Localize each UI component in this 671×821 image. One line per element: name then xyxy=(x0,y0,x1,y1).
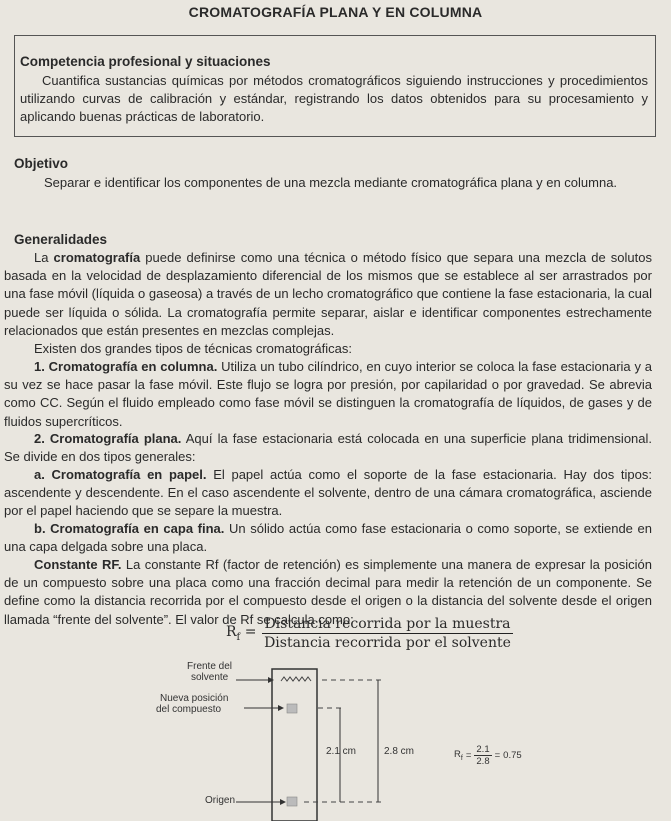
generalidades-paragraph-capa-fina xyxy=(4,520,652,556)
objetivo-heading: Objetivo xyxy=(14,156,69,171)
label-nueva-line1: Nueva posición xyxy=(160,693,229,704)
compound-spot xyxy=(287,704,297,713)
arrow-frente-head xyxy=(268,677,274,683)
label-frente-line1: Frente del xyxy=(187,661,233,672)
generalidades-paragraph-papel xyxy=(4,466,652,521)
p6-bold: b. Cromatografía en capa fina. xyxy=(34,521,225,536)
generalidades-paragraph-2: Existen dos grandes tipos de técnicas cromatográficas: xyxy=(34,341,352,356)
rf-calc-result: 0.75 xyxy=(503,750,522,761)
formula-lhs-sub: f xyxy=(236,631,241,643)
label-dist-compuesto: 2.1 cm xyxy=(326,746,357,757)
generalidades-paragraph-1 xyxy=(4,249,652,340)
label-nueva-line2: del compuesto xyxy=(156,704,222,715)
tlc-plate-drawing xyxy=(0,655,671,821)
arrow-nueva-head xyxy=(278,705,284,711)
page-title: CROMATOGRAFÍA PLANA Y EN COLUMNA xyxy=(188,4,483,20)
competencia-heading: Competencia profesional y situaciones xyxy=(20,54,271,69)
competencia-text: Cuantifica sustancias químicas por métodos cromatográficos siguiendo instrucciones y procedimientos utilizando curvas de calibración y estándar, registrando los datos obtenidos para su procesamiento y aplicando buenas prácticas de laboratorio. xyxy=(20,73,648,125)
p6-text: Un sólido actúa como fase estacionaria o como soporte, se extiende en una capa delgada sobre una placa. xyxy=(4,521,652,555)
formula-numerator: Distancia recorrida por la muestra xyxy=(264,616,511,632)
p1-pre: La xyxy=(34,250,54,265)
rf-calc-r: R xyxy=(454,749,461,761)
rf-calc-eq2: = xyxy=(494,750,501,761)
label-origen: Origen xyxy=(205,795,236,806)
solvent-front-wave xyxy=(281,677,311,681)
rf-diagram xyxy=(0,655,671,821)
rf-calc-sub: f xyxy=(460,754,463,762)
p7-text: La constante Rf (factor de retención) es simplemente una manera de expresar la posición de un compuesto sobre una placa como una fracción decimal para medir la retención de un componente. Se define como la distancia recorrida por el compuesto desde el origen o la distancia del solvente desde el origen llamada “frente del solvente”. El valor de Rf se calcula como: xyxy=(4,557,653,627)
p3-text: Utiliza un tubo cilíndrico, en cuyo interior se coloca la fase estacionaria y a su vez se hace pasar la fase móvil. Este flujo se logra por presión, por capilaridad o por gravedad. Se abrevia como CC. Según el fluido empleado como fase móvil se distinguen la cromatografía de líquidos, de gases y de fluidos supercríticos. xyxy=(4,359,652,429)
formula-lhs: $R_f$ = xyxy=(226,624,257,643)
p1-bold: cromatografía xyxy=(53,250,141,265)
formula-fraction xyxy=(262,616,512,651)
label-dist-solvente: 2.8 cm xyxy=(384,746,415,757)
rf-calc-lhs xyxy=(454,749,463,762)
generalidades-paragraph-plana xyxy=(4,430,652,466)
rf-calc-den: 2.8 xyxy=(476,756,490,767)
rf-formula xyxy=(226,616,513,651)
competencia-box xyxy=(14,35,656,137)
p7-bold: Constante RF. xyxy=(34,557,122,572)
arrow-origen-head xyxy=(280,799,286,805)
rf-calc-fraction xyxy=(474,744,491,767)
formula-lhs-r: R xyxy=(226,624,237,641)
p1-text: puede definirse como una técnica o método físico que separa una mezcla de solutos basada en la velocidad de desplazamiento diferencial de los mismos que se establece al ser arrastrados por una fase móvil (líquida o gaseosa) a través de un lecho cromatográfico que contiene la fase estacionaria, la cual puede ser líquida o sólida. La cromatografía permite separar, aislar e identificar componentes estrechamente relacionados que están presentes en mezclas complejas. xyxy=(4,250,652,338)
rf-calc-eq1: = xyxy=(465,750,472,761)
objetivo-text: Separar e identificar los componentes de una mezcla mediante cromatográfica plana y en columna. xyxy=(44,175,618,190)
p5-bold: a. Cromatografía en papel. xyxy=(34,467,207,482)
p5-text: El papel actúa como el soporte de la fase estacionaria. Hay dos tipos: ascendente y descendente. En el caso ascendente el solvente, dentro de una cámara cromatográfica, asciende por el papel haciendo que se separe la muestra. xyxy=(4,467,652,519)
origin-spot xyxy=(287,797,297,806)
formula-denominator: Distancia recorrida por el solvente xyxy=(264,635,511,651)
p3-bold: 1. Cromatografía en columna. xyxy=(34,359,218,374)
rf-calculation xyxy=(454,744,522,767)
rf-calc-num: 2.1 xyxy=(476,744,490,755)
p4-bold: 2. Cromatografía plana. xyxy=(34,431,182,446)
label-frente-line2: solvente xyxy=(191,672,229,683)
generalidades-heading: Generalidades xyxy=(14,232,108,247)
p4-text: Aquí la fase estacionaria está colocada en una superficie plana tridimensional. Se divide en dos tipos generales: xyxy=(4,431,653,465)
generalidades-paragraph-columna xyxy=(4,358,652,431)
